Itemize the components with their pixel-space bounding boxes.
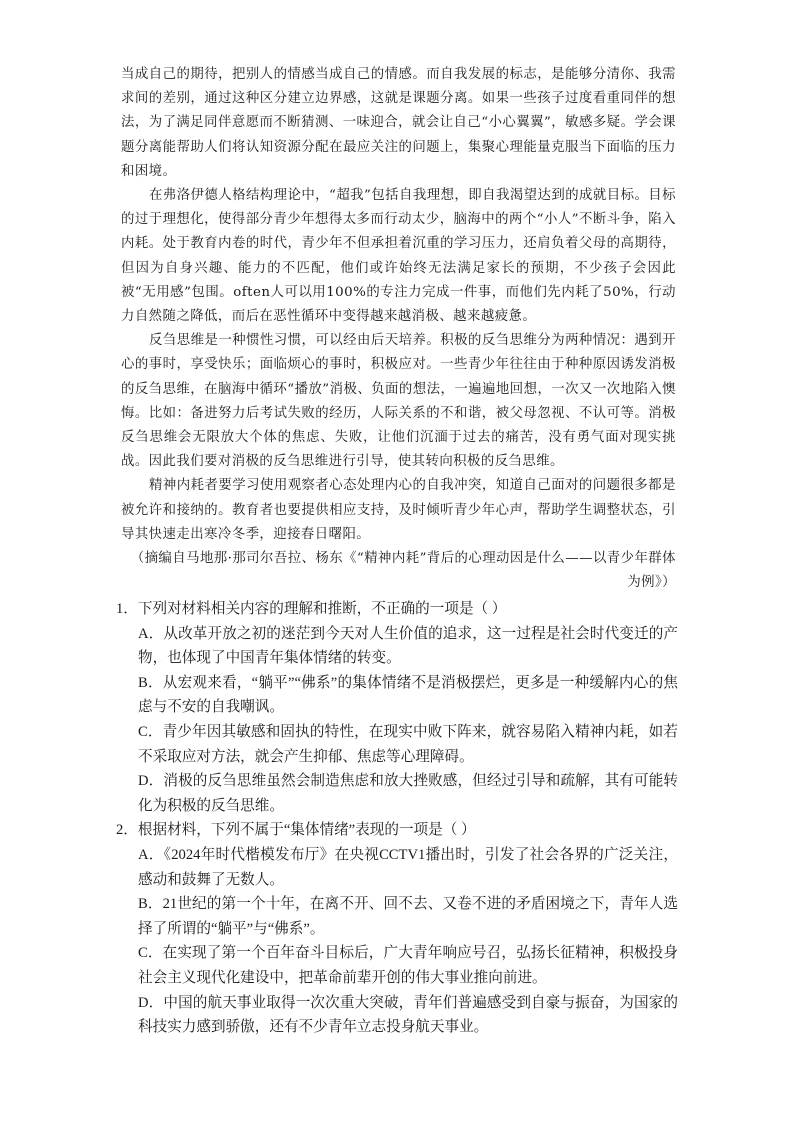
question-1 (116, 597, 678, 818)
question-stem: 2．根据材料，下列不属于“集体情绪”表现的一项是（ ） (116, 822, 476, 839)
option-c: C．在实现了第一个百年奋斗目标后，广大青年响应号召，弘扬长征精神，积极投身社会主义现代化建设中，把革命前辈开创的伟大事业推向前进。 (138, 945, 678, 986)
passage-paragraph-3: 反刍思维是一种惯性习惯，可以经由后天培养。积极的反刍思维分为两种情况：遇到开心的事时，享受快乐；面临烦心的事时，积极应对。一些青少年往往由于种种原因诱发消极的反刍思维，在脑海中循环“播放”消极、负面的想法，一遍遍地回想，一次又一次地陷入懊悔。比如：备进努力后考试失败的经历，人际关系的不和谐，被父母忽视、不认可等。消极反刍思维会无限放大个体的焦虑、失败，让他们沉湎于过去的痛苦，没有勇气面对现实挑战。因此我们要对消极的反刍思维进行引导，使其转向积极的反刍思维。 (121, 333, 676, 470)
question-list (116, 597, 678, 1040)
option-b: B．21世纪的第一个十年，在离不开、回不去、又卷不进的矛盾困境之下，青年人选择了所谓的“躺平”与“佛系”。 (138, 896, 678, 937)
reading-passage (121, 63, 676, 595)
option-a: A．《2024年时代楷模发布厅》在央视CCTV1播出时，引发了社会各界的广泛关注，感动和鼓舞了无数人。 (138, 846, 678, 888)
passage-paragraph-1: 当成自己的期待，把别人的情感当成自己的情感。而自我发展的标志，是能够分清你、我需求间的差别，通过这种区分建立边界感，这就是课题分离。如果一些孩子过度看重同伴的想法，为了满足同伴意愿而不断猜测、一味迎合，就会让自己“小心翼翼”，敏感多疑。学会课题分离能帮助人们将认知资源分配在最应关注的问题上，集聚心理能量克服当下面临的压力和困境。 (121, 67, 676, 179)
option-b: B．从宏观来看，“躺平”“佛系”的集体情绪不是消极摆烂，更多是一种缓解内心的焦虑与不安的自我嘲讽。 (138, 674, 678, 716)
option-a: A．从改革开放之初的迷茫到今天对人生价值的追求，这一过程是社会时代变迁的产物，也体现了中国青年集体情绪的转变。 (138, 625, 678, 667)
question-stem: 1．下列对材料相关内容的理解和推断，不正确的一项是（ ） (116, 601, 507, 617)
passage-source: （摘编自马地那·那司尔吾拉、杨东《“精神内耗”背后的心理动因是什么——以青少年群体为例》） (130, 551, 676, 591)
passage-paragraph-4: 精神内耗者要学习使用观察者心态处理内心的自我冲突，知道自己面对的问题很多都是被允许和接纳的。教育者也要提供相应支持，及时倾听青少年心声，帮助学生调整状态，引导其快速走出寒冷冬季，迎接春日曙阳。 (121, 478, 676, 542)
question-2 (116, 818, 678, 1039)
option-d: D．消极的反刍思维虽然会制造焦虑和放大挫败感，但经过引导和疏解，其有可能转化为积极的反刍思维。 (138, 773, 678, 814)
option-c: C．青少年因其敏感和固执的特性，在现实中败下阵来，就容易陷入精神内耗，如若不采取应对方法，就会产生抑郁、焦虑等心理障碍。 (138, 723, 678, 765)
passage-paragraph-2: 在弗洛伊德人格结构理论中，“超我”包括自我理想，即自我渴望达到的成就目标。目标的过于理想化，使得部分青少年想得太多而行动太少，脑海中的两个“小人”不断斗争，陷入内耗。处于教育内卷的时代，青少年不但承担着沉重的学习压力，还肩负着父母的高期待，但因为自身兴趣、能力的不匹配，他们或许始终无法满足家长的预期，不少孩子会因此被“无用感”包围。often人可以用100%的专注力完成一件事，而他们先内耗了50%，行动力自然随之降低，而后在恶性循环中变得越来越消极、越来越疲惫。 (121, 188, 676, 325)
option-d: D．中国的航天事业取得一次次重大突破，青年们普遍感受到自豪与振奋，为国家的科技实力感到骄傲，还有不少青年立志投身航天事业。 (138, 994, 678, 1036)
